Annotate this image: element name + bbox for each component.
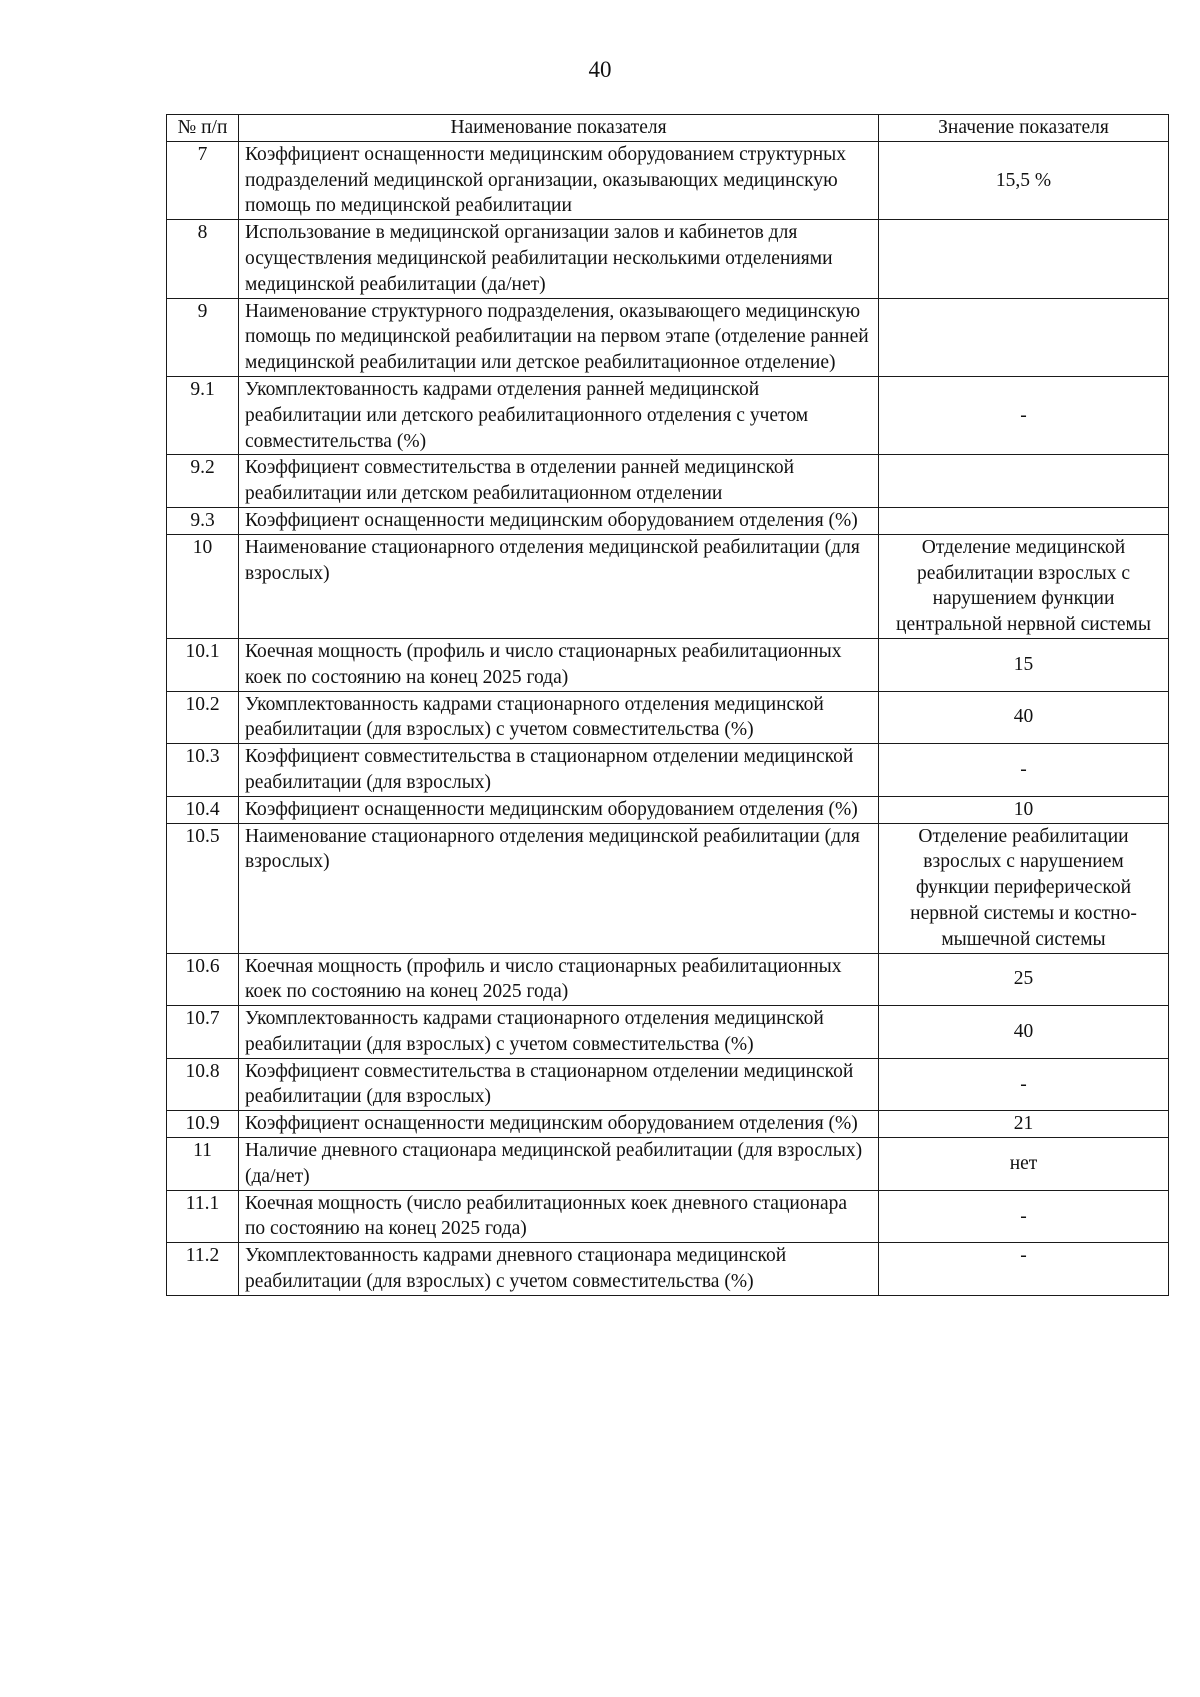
indicator-value: - [879,1190,1169,1243]
row-number: 10.8 [167,1058,239,1111]
table-row [167,534,1169,638]
indicator-name: Укомплектованность кадрами дневного стационара медицинской реабилитации (для взрослых) с учетом совместительства (%) [239,1243,879,1296]
indicators-table [166,114,1169,1296]
indicator-name: Укомплектованность кадрами стационарного отделения медицинской реабилитации (для взрослых) с учетом совместительства (%) [239,691,879,744]
row-number: 7 [167,141,239,219]
indicator-value [879,220,1169,298]
indicator-value: 40 [879,1006,1169,1059]
row-number: 11 [167,1138,239,1191]
row-number: 11.2 [167,1243,239,1296]
table-row [167,638,1169,691]
table-body [167,141,1169,1295]
row-number: 10.3 [167,744,239,797]
indicator-name: Коечная мощность (профиль и число стационарных реабилитационных коек по состоянию на конец 2025 года) [239,953,879,1006]
indicator-name: Укомплектованность кадрами стационарного отделения медицинской реабилитации (для взрослых) с учетом совместительства (%) [239,1006,879,1059]
indicator-name: Наименование структурного подразделения, оказывающего медицинскую помощь по медицинской реабилитации на первом этапе (отделение ранней медицинской реабилитации или детское реабилитационное отделение) [239,298,879,376]
indicator-value: 40 [879,691,1169,744]
row-number: 11.1 [167,1190,239,1243]
indicator-name: Коечная мощность (профиль и число стационарных реабилитационных коек по состоянию на конец 2025 года) [239,638,879,691]
row-number: 8 [167,220,239,298]
table-row [167,1006,1169,1059]
indicator-name: Наличие дневного стационара медицинской реабилитации (для взрослых) (да/нет) [239,1138,879,1191]
row-number: 9.2 [167,455,239,508]
table-row [167,1138,1169,1191]
indicator-name: Коечная мощность (число реабилитационных коек дневного стационара по состоянию на конец 2025 года) [239,1190,879,1243]
row-number: 9.3 [167,507,239,534]
row-number: 10.1 [167,638,239,691]
table-header-row [167,115,1169,142]
indicator-name: Коэффициент оснащенности медицинским оборудованием отделения (%) [239,1111,879,1138]
indicator-name: Наименование стационарного отделения медицинской реабилитации (для взрослых) [239,823,879,953]
indicator-value: нет [879,1138,1169,1191]
row-number: 10.7 [167,1006,239,1059]
indicator-value [879,455,1169,508]
indicator-value [879,507,1169,534]
page-number: 40 [588,57,612,82]
table-row [167,298,1169,376]
table-row [167,455,1169,508]
row-number: 10.9 [167,1111,239,1138]
table-row [167,744,1169,797]
row-number: 9.1 [167,376,239,454]
indicator-value: - [879,1243,1169,1296]
table-row [167,953,1169,1006]
table-row [167,1190,1169,1243]
table-row [167,1243,1169,1296]
row-number: 10.6 [167,953,239,1006]
header-value: Значение показателя [879,115,1169,142]
header-name: Наименование показателя [239,115,879,142]
indicator-value: Отделение реабилитации взрослых с нарушением функции периферической нервной системы и костно-мышечной системы [879,823,1169,953]
indicator-value: Отделение медицинской реабилитации взрослых с нарушением функции центральной нервной системы [879,534,1169,638]
table-row [167,691,1169,744]
row-number: 10.2 [167,691,239,744]
indicator-value: 15 [879,638,1169,691]
indicator-name: Коэффициент совместительства в стационарном отделении медицинской реабилитации (для взрослых) [239,744,879,797]
indicator-name: Укомплектованность кадрами отделения ранней медицинской реабилитации или детского реабилитационного отделения с учетом совместительства (%) [239,376,879,454]
table-row [167,141,1169,219]
indicator-value: - [879,1058,1169,1111]
indicator-name: Коэффициент совместительства в стационарном отделении медицинской реабилитации (для взрослых) [239,1058,879,1111]
indicator-value: 25 [879,953,1169,1006]
row-number: 9 [167,298,239,376]
table-row [167,1058,1169,1111]
indicator-name: Наименование стационарного отделения медицинской реабилитации (для взрослых) [239,534,879,638]
indicator-name: Использование в медицинской организации залов и кабинетов для осуществления медицинской реабилитации несколькими отделениями медицинской реабилитации (да/нет) [239,220,879,298]
indicator-value: 15,5 % [879,141,1169,219]
indicator-value: - [879,744,1169,797]
table-row [167,823,1169,953]
indicator-value [879,298,1169,376]
table-row [167,796,1169,823]
table-row [167,220,1169,298]
row-number: 10.5 [167,823,239,953]
row-number: 10.4 [167,796,239,823]
table-row [167,507,1169,534]
indicator-name: Коэффициент оснащенности медицинским оборудованием структурных подразделений медицинской организации, оказывающих медицинскую помощь по медицинской реабилитации [239,141,879,219]
indicator-name: Коэффициент оснащенности медицинским оборудованием отделения (%) [239,507,879,534]
row-number: 10 [167,534,239,638]
indicator-value: 21 [879,1111,1169,1138]
table-row [167,1111,1169,1138]
table-row [167,376,1169,454]
indicator-value: - [879,376,1169,454]
indicator-name: Коэффициент оснащенности медицинским оборудованием отделения (%) [239,796,879,823]
indicator-name: Коэффициент совместительства в отделении ранней медицинской реабилитации или детском реабилитационном отделении [239,455,879,508]
indicator-value: 10 [879,796,1169,823]
header-num: № п/п [167,115,239,142]
